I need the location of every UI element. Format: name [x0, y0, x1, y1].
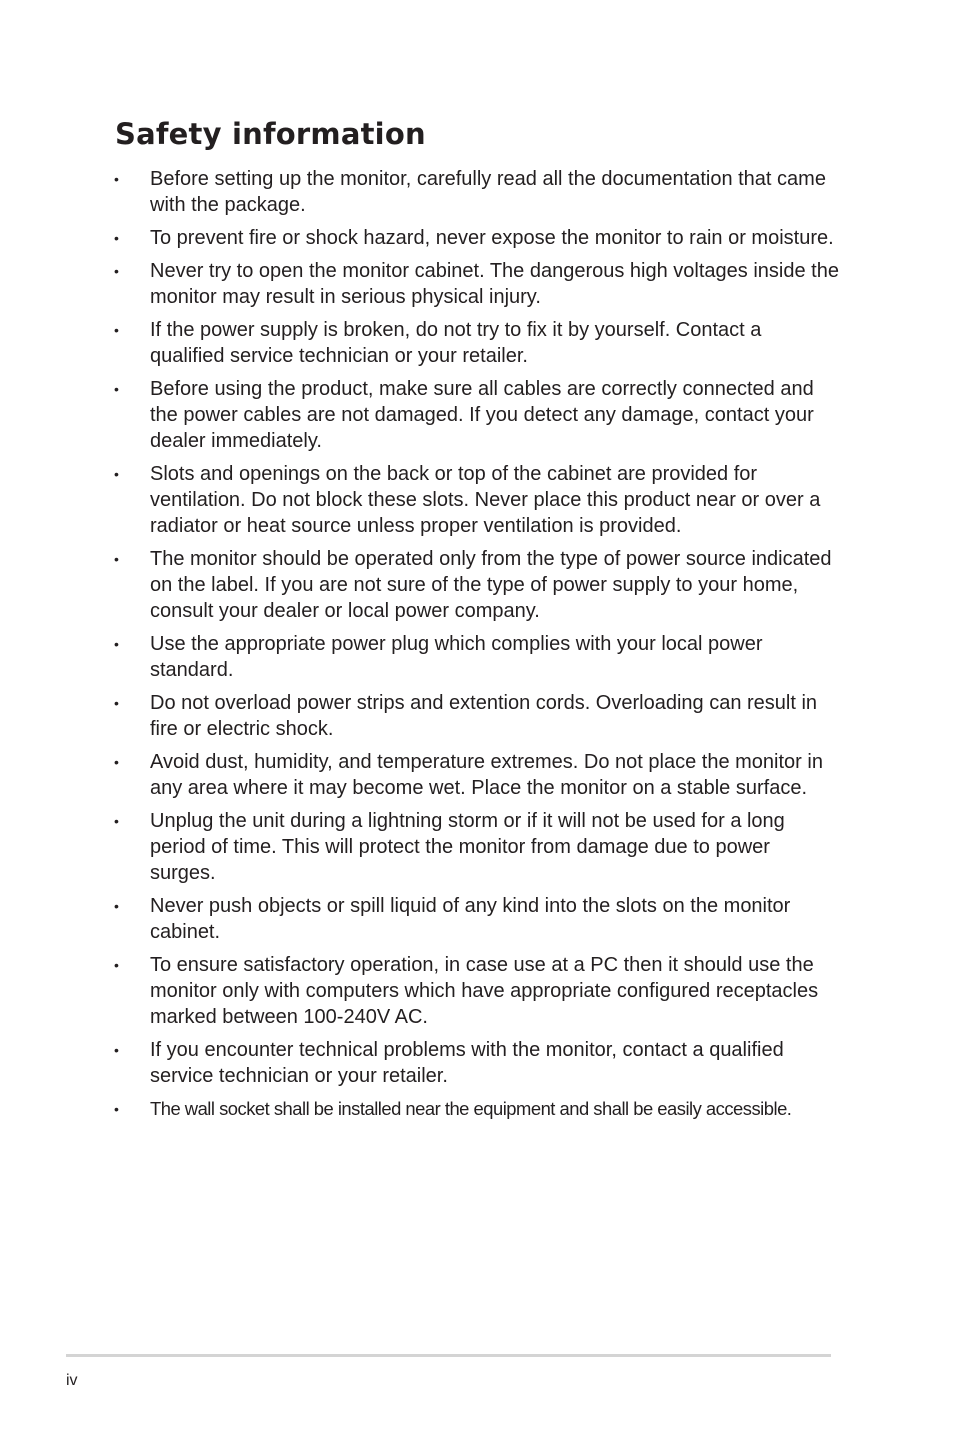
bullet-icon: • — [114, 322, 119, 338]
bullet-icon: • — [114, 636, 119, 652]
list-item-text: To prevent fire or shock hazard, never expose the monitor to rain or moisture. — [150, 227, 834, 249]
list-item-text: If you encounter technical problems with the monitor, contact a qualified service technician or your retailer. — [150, 1039, 784, 1087]
bullet-icon: • — [114, 171, 119, 187]
bullet-icon: • — [114, 1042, 119, 1058]
bullet-icon: • — [114, 263, 119, 279]
list-item-text: Slots and openings on the back or top of the cabinet are provided for ventilation. Do not block these slots. Never place this product near or over a radiator or heat source unless proper ventilation is provided. — [150, 463, 821, 537]
footer-divider — [66, 1354, 831, 1357]
list-item — [0, 808, 840, 886]
list-item — [0, 690, 840, 742]
list-item-text: Avoid dust, humidity, and temperature extremes. Do not place the monitor in any area where it may become wet. Place the monitor on a stable surface. — [150, 751, 823, 799]
bullet-icon: • — [114, 551, 119, 567]
bullet-icon: • — [114, 898, 119, 914]
list-item — [0, 952, 840, 1030]
bullet-icon: • — [114, 695, 119, 711]
list-item-text: Do not overload power strips and extention cords. Overloading can result in fire or electric shock. — [150, 692, 818, 740]
list-item — [0, 1037, 840, 1089]
page-number: iv — [66, 1372, 78, 1389]
list-item-text: The monitor should be operated only from the type of power source indicated on the label. If you are not sure of the type of power supply to your home, consult your dealer or local power company. — [150, 548, 832, 622]
list-item — [0, 1096, 840, 1122]
list-item — [0, 376, 840, 454]
list-item-text: To ensure satisfactory operation, in case use at a PC then it should use the monitor only with computers which have appropriate configured receptacles marked between 100-240V AC. — [150, 954, 819, 1028]
list-item — [0, 166, 840, 218]
bullet-icon: • — [114, 1101, 119, 1117]
list-item — [0, 258, 840, 310]
list-item — [0, 631, 840, 683]
list-item-text: Never try to open the monitor cabinet. The dangerous high voltages inside the monitor may result in serious physical injury. — [150, 260, 839, 308]
list-item-text: Use the appropriate power plug which complies with your local power standard. — [150, 633, 763, 681]
list-item — [0, 225, 840, 251]
list-item-text: The wall socket shall be installed near the equipment and shall be easily accessible. — [150, 1098, 792, 1119]
list-item-text: Before setting up the monitor, carefully read all the documentation that came with the package. — [150, 168, 826, 216]
page-title: Safety information — [115, 117, 426, 151]
bullet-icon: • — [114, 957, 119, 973]
list-item — [0, 893, 840, 945]
safety-list — [0, 166, 954, 1129]
list-item — [0, 546, 840, 624]
list-item — [0, 461, 840, 539]
list-item-text: Unplug the unit during a lightning storm or if it will not be used for a long period of time. This will protect the monitor from damage due to power surges. — [150, 810, 785, 884]
list-item-text: If the power supply is broken, do not try to fix it by yourself. Contact a qualified service technician or your retailer. — [150, 319, 762, 367]
list-item-text: Before using the product, make sure all cables are correctly connected and the power cables are not damaged. If you detect any damage, contact your dealer immediately. — [150, 378, 814, 452]
bullet-icon: • — [114, 466, 119, 482]
bullet-icon: • — [114, 230, 119, 246]
bullet-icon: • — [114, 381, 119, 397]
bullet-icon: • — [114, 754, 119, 770]
list-item — [0, 317, 840, 369]
list-item-text: Never push objects or spill liquid of any kind into the slots on the monitor cabinet. — [150, 895, 791, 943]
list-item — [0, 749, 840, 801]
bullet-icon: • — [114, 813, 119, 829]
